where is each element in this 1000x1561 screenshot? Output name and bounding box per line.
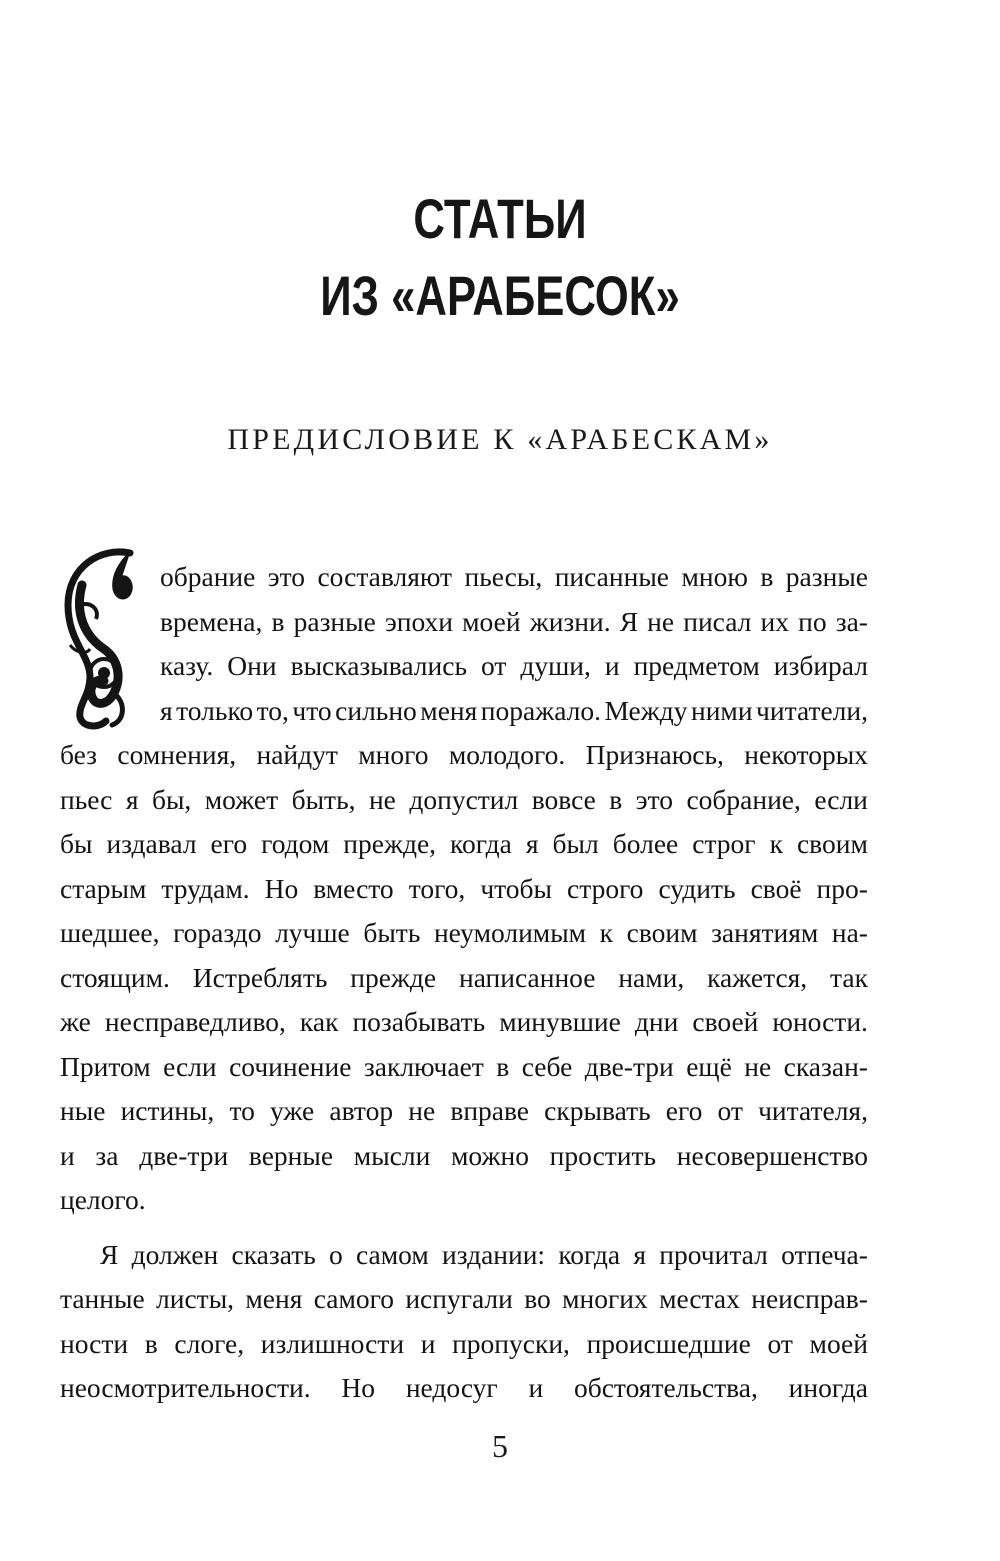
text-line: казу. Они высказывались от души, и предметом избирал bbox=[160, 650, 868, 681]
text-line: Притом если сочинение заключает в себе две-три ещё не сказан- bbox=[60, 1050, 868, 1082]
text-line: старым трудам. Но вместо того, чтобы строго судить своё про- bbox=[60, 872, 868, 904]
text-line: танные листы, меня самого испугали во многих местах неисправ- bbox=[60, 1283, 868, 1314]
text-line: Я должен сказать о самом издании: когда я прочитал отпеча- bbox=[100, 1238, 868, 1270]
text-line: пьес я бы, может быть, не допустил вовсе в это собрание, если bbox=[60, 783, 868, 815]
section-subtitle: ПРЕДИСЛОВИЕ К «АРАБЕСКАМ» bbox=[227, 423, 773, 456]
chapter-title-line-2: ИЗ «АРАБЕСОК» bbox=[320, 264, 680, 327]
text-line: обрание это составляют пьесы, писанные мною в разные bbox=[160, 561, 868, 592]
body-text bbox=[60, 555, 868, 1411]
chapter-title-line-1: СТАТЬИ bbox=[413, 187, 587, 250]
text-line: шедшее, гораздо лучше быть неумолимым к своим занятиям на- bbox=[60, 917, 868, 948]
text-line: стоящим. Истреблять прежде написанное нами, кажется, так bbox=[60, 961, 868, 993]
text-line: и за две-три верные мысли можно простить несовершенство bbox=[60, 1139, 868, 1171]
page-number: 5 bbox=[492, 1428, 508, 1464]
text-line: неосмотрительности. Но недосуг и обстоятельства, иногда bbox=[60, 1372, 868, 1403]
text-line: без сомнения, найдут много молодого. Признаюсь, некоторых bbox=[60, 739, 868, 770]
text-line: ности в слоге, излишности и пропуски, происшедшие от моей bbox=[60, 1327, 868, 1359]
text-line: целого. bbox=[60, 1184, 146, 1215]
text-line: же несправедливо, как позабывать минувшие дни своей юности. bbox=[60, 1006, 868, 1037]
text-line: ные истины, то уже автор не вправе скрывать его от читателя, bbox=[60, 1095, 868, 1126]
text-line: времена, в разные эпохи моей жизни. Я не писал их по за- bbox=[160, 605, 868, 637]
text-line: я только то, что сильно меня поражало. Между ними читатели, bbox=[160, 694, 868, 726]
text-line: бы издавал его годом прежде, когда я был более строг к своим bbox=[60, 828, 868, 859]
